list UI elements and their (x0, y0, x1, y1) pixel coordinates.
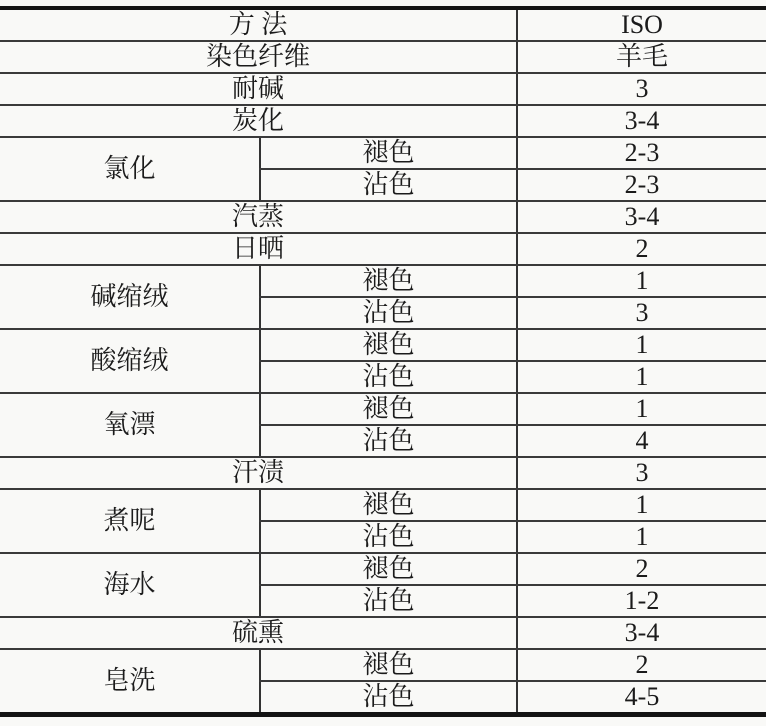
table-row (0, 489, 766, 521)
subtype-cell: 褪色 (260, 265, 517, 297)
subtype-cell: 沾色 (260, 361, 517, 393)
iso-rating-cell: 2 (517, 233, 766, 265)
table-row (0, 649, 766, 681)
method-cell: 染色纤维 (0, 41, 517, 73)
method-cell: 酸缩绒 (0, 329, 260, 393)
iso-rating-cell: 3 (517, 73, 766, 105)
method-cell: 氧漂 (0, 393, 260, 457)
iso-rating-cell: 3-4 (517, 201, 766, 233)
method-cell: 耐碱 (0, 73, 517, 105)
iso-rating-cell: 3-4 (517, 617, 766, 649)
subtype-cell: 沾色 (260, 585, 517, 617)
iso-rating-cell: 2 (517, 649, 766, 681)
iso-rating-cell: 3 (517, 297, 766, 329)
iso-rating-cell: 1 (517, 329, 766, 361)
subtype-cell: 褪色 (260, 489, 517, 521)
table-row (0, 329, 766, 361)
iso-rating-cell: 1 (517, 521, 766, 553)
table-row (0, 137, 766, 169)
table-row (0, 8, 766, 41)
iso-rating-cell: 1-2 (517, 585, 766, 617)
table-row (0, 265, 766, 297)
method-cell: 汗渍 (0, 457, 517, 489)
subtype-cell: 沾色 (260, 297, 517, 329)
subtype-cell: 褪色 (260, 649, 517, 681)
table-row (0, 393, 766, 425)
table-row (0, 201, 766, 233)
subtype-cell: 褪色 (260, 393, 517, 425)
iso-rating-cell: 羊毛 (517, 41, 766, 73)
method-cell: 硫熏 (0, 617, 517, 649)
method-cell: 碱缩绒 (0, 265, 260, 329)
method-cell: 皂洗 (0, 649, 260, 715)
subtype-cell: 褪色 (260, 553, 517, 585)
table-row (0, 105, 766, 137)
method-cell: 煮呢 (0, 489, 260, 553)
subtype-cell: 沾色 (260, 681, 517, 715)
fastness-rating-table (0, 6, 766, 717)
method-cell: 日晒 (0, 233, 517, 265)
table-row (0, 457, 766, 489)
subtype-cell: 褪色 (260, 137, 517, 169)
method-cell: 氯化 (0, 137, 260, 201)
method-cell: 海水 (0, 553, 260, 617)
iso-rating-cell: 2-3 (517, 169, 766, 201)
table-row (0, 553, 766, 585)
table-row (0, 233, 766, 265)
fastness-table-body (0, 8, 766, 715)
iso-rating-cell: 1 (517, 361, 766, 393)
table-row (0, 617, 766, 649)
method-cell: 汽蒸 (0, 201, 517, 233)
iso-rating-cell: 1 (517, 393, 766, 425)
iso-rating-cell: 1 (517, 265, 766, 297)
method-cell: 方 法 (0, 8, 517, 41)
subtype-cell: 沾色 (260, 425, 517, 457)
subtype-cell: 沾色 (260, 521, 517, 553)
iso-rating-cell: 3-4 (517, 105, 766, 137)
iso-rating-cell: ISO (517, 8, 766, 41)
iso-rating-cell: 2-3 (517, 137, 766, 169)
iso-rating-cell: 3 (517, 457, 766, 489)
subtype-cell: 沾色 (260, 169, 517, 201)
subtype-cell: 褪色 (260, 329, 517, 361)
iso-rating-cell: 4-5 (517, 681, 766, 715)
iso-rating-cell: 1 (517, 489, 766, 521)
table-row (0, 41, 766, 73)
iso-rating-cell: 2 (517, 553, 766, 585)
table-row (0, 73, 766, 105)
iso-rating-cell: 4 (517, 425, 766, 457)
method-cell: 炭化 (0, 105, 517, 137)
